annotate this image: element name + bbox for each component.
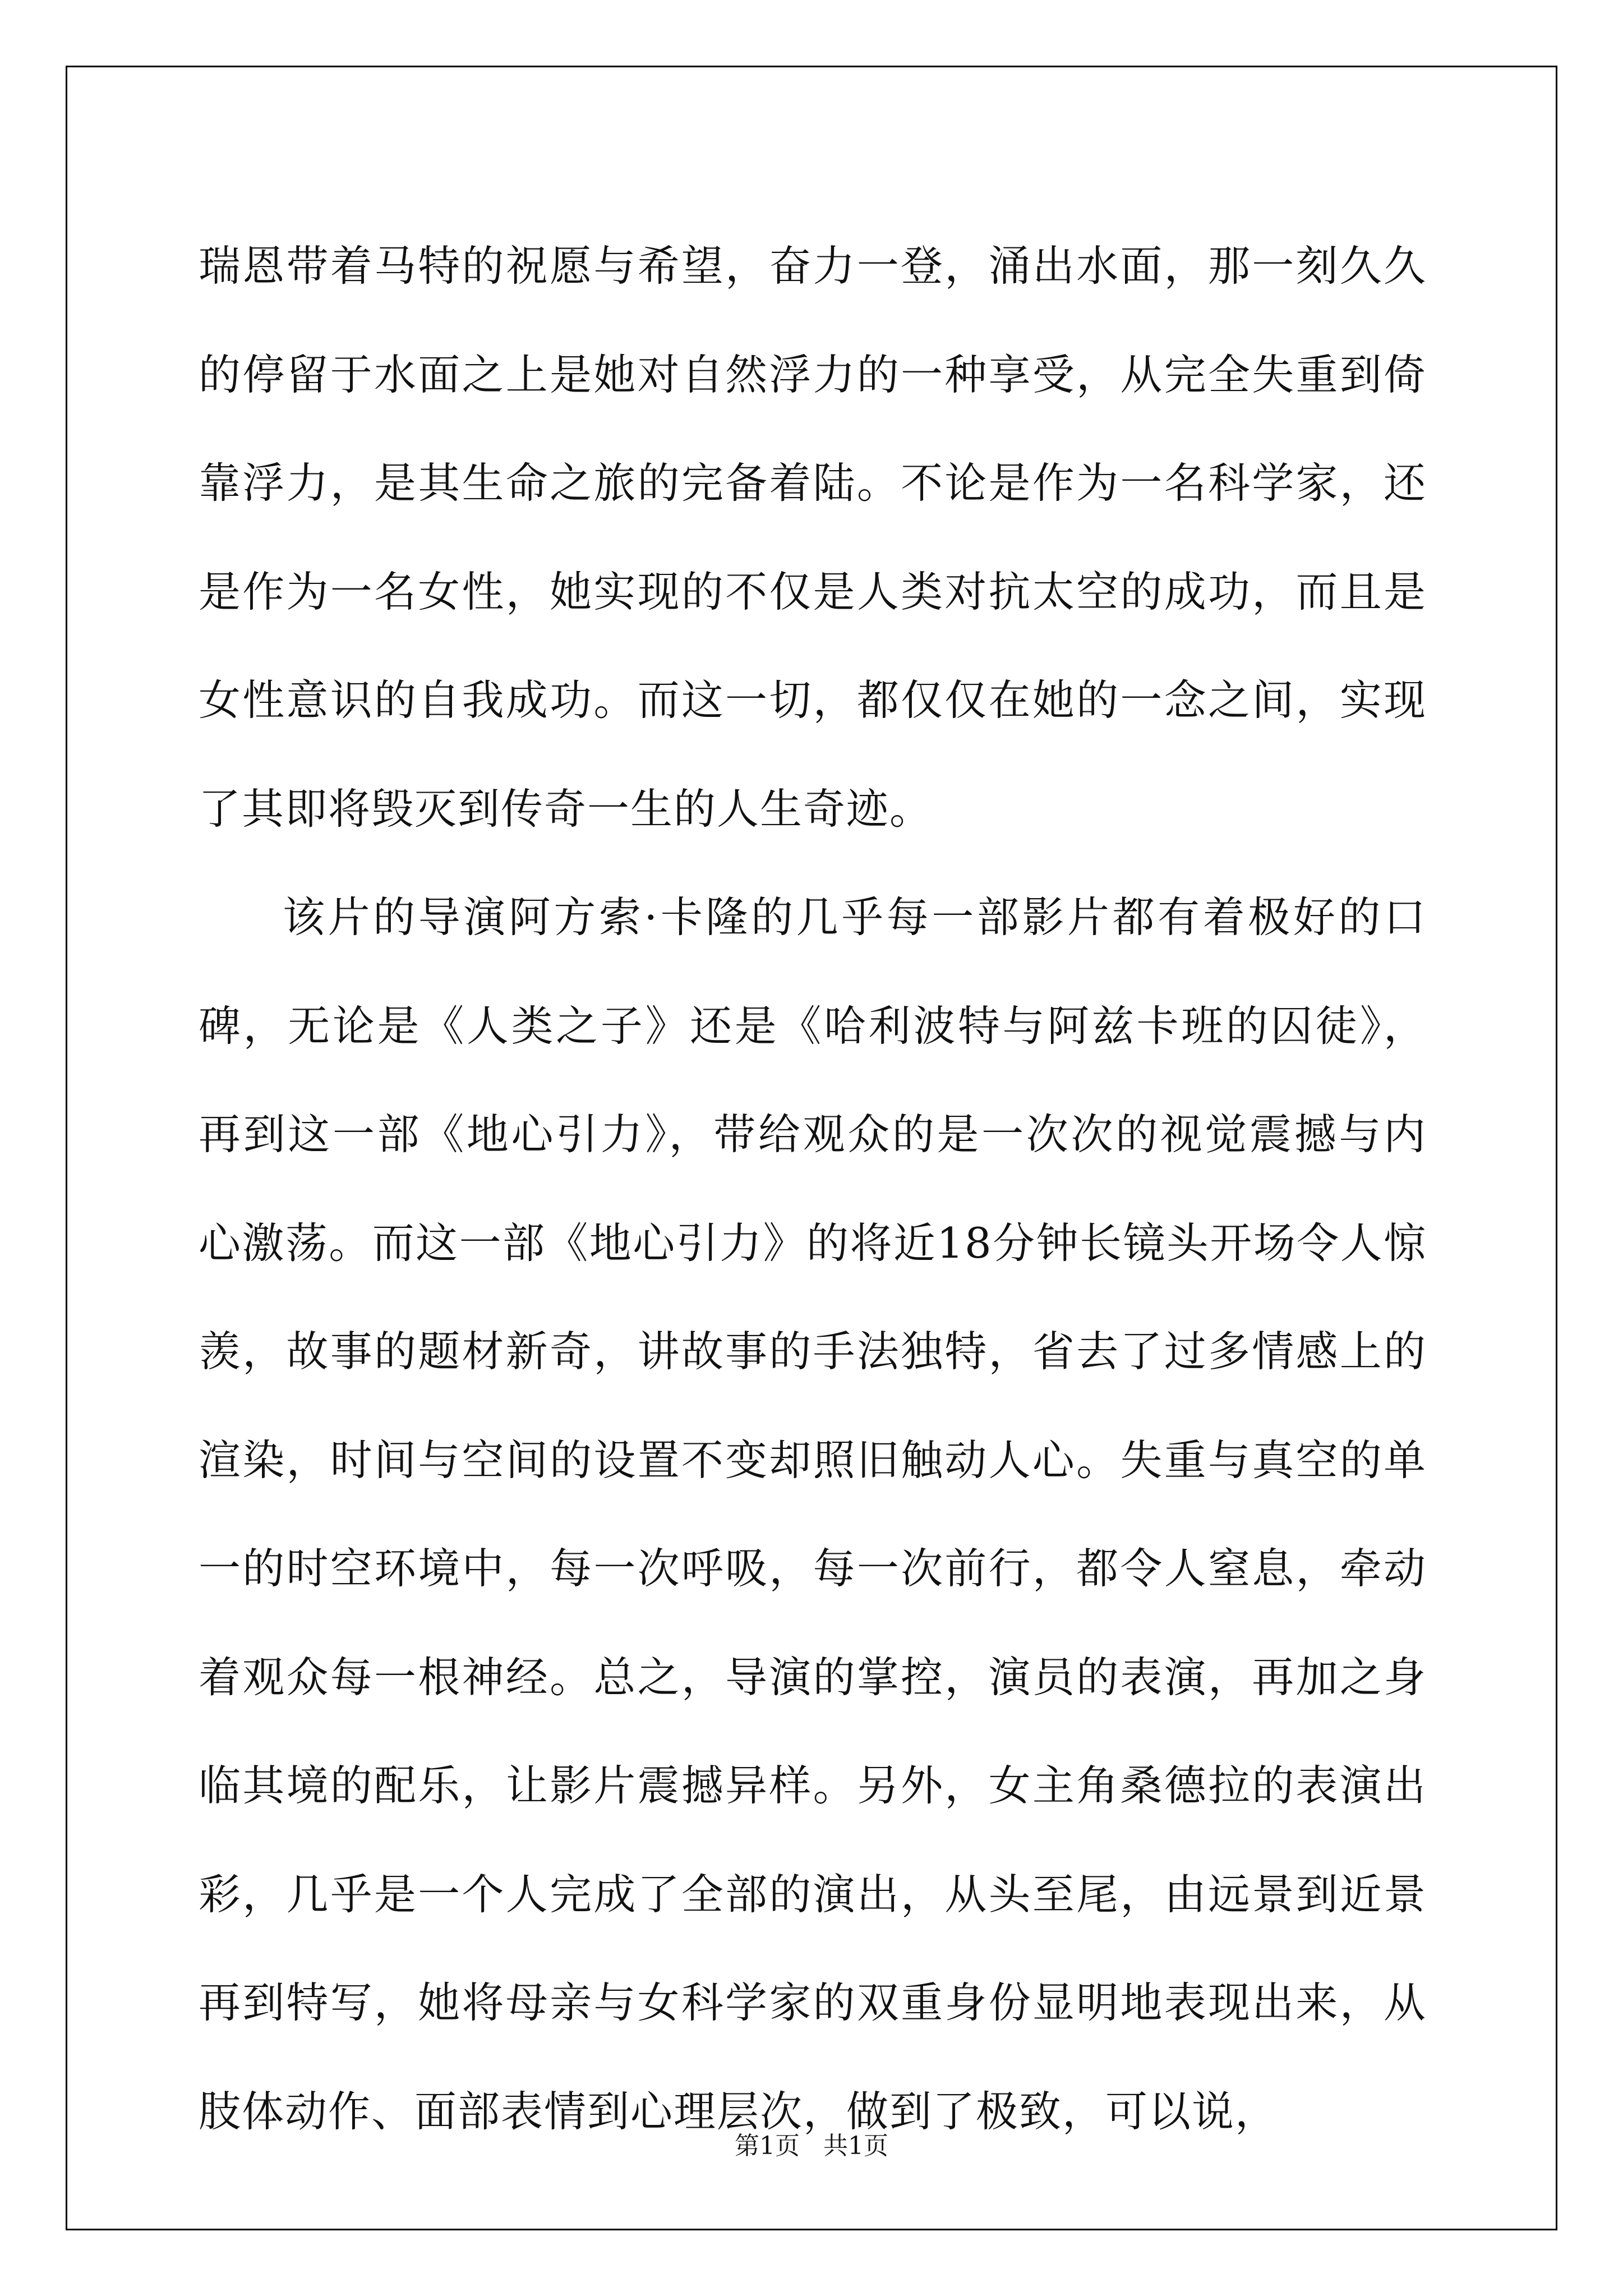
paragraph-1: 瑞恩带着马特的祝愿与希望，奋力一登，涌出水面，那一刻久久的停留于水面之上是她对自然浮力的一种享受，从完全失重到倚靠浮力，是其生命之旅的完备着陆。不论是作为一名科学家，还是作为一名女性，她实现的不仅是人类对抗太空的成功，而且是女性意识的自我成功。而这一切，都仅仅在她的一念之间，实现了其即将毁灭到传奇一生的人生奇迹。: [199, 241, 1427, 834]
page-footer: 第1页 共1页: [735, 2132, 888, 2160]
document-body: [199, 212, 1427, 2166]
paragraph-2: 该片的导演阿方索·卡隆的几乎每一部影片都有着极好的口碑，无论是《人类之子》还是《哈利波特与阿兹卡班的囚徒》，再到这一部《地心引力》，带给观众的是一次次的视觉震撼与内心激荡。而这一部《地心引力》的将近18分钟长镜头开场令人惊羡，故事的题材新奇，讲故事的手法独特，省去了过多情感上的渲染，时间与空间的设置不变却照旧触动人心。失重与真空的单一的时空环境中，每一次呼吸，每一次前行，都令人窒息，牵动着观众每一根神经。总之，导演的掌控，演员的表演，再加之身临其境的配乐，让影片震撼异样。另外，女主角桑德拉的表演出彩，几乎是一个人完成了全部的演出，从头至尾，由远景到近景再到特写，她将母亲与女科学家的双重身份显明地表现出来，从肢体动作、面部表情到心理层次，做到了极致，可以说，: [199, 892, 1427, 2136]
